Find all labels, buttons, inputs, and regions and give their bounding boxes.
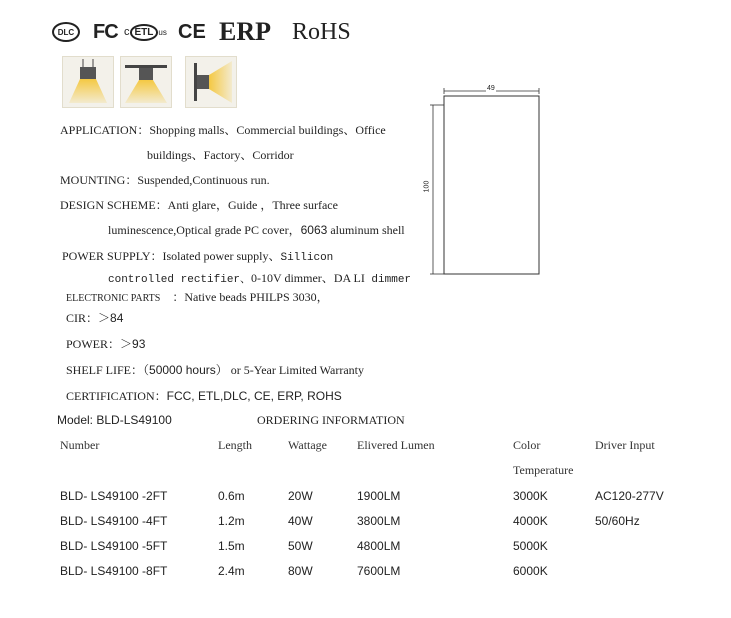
power-supply-text-f: dimmer bbox=[364, 274, 412, 286]
power-supply-text-d: 0-10V dimmer、 bbox=[251, 271, 334, 285]
power-line bbox=[66, 335, 145, 353]
ordering-info-title: ORDERING INFORMATION bbox=[257, 413, 405, 427]
certification-label: CERTIFICATION： bbox=[66, 389, 167, 403]
header-number: Number bbox=[60, 438, 100, 452]
row-wattage: 40W bbox=[288, 514, 313, 528]
certification-line bbox=[66, 387, 342, 405]
dimension-drawing bbox=[425, 85, 545, 275]
design-line-2 bbox=[108, 221, 405, 238]
row-color-temp: 6000K bbox=[513, 564, 548, 578]
header-lumen: Elivered Lumen bbox=[357, 438, 435, 452]
row-lumen: 4800LM bbox=[357, 539, 401, 553]
row-lumen: 7600LM bbox=[357, 564, 401, 578]
ceiling-fixture-icon bbox=[120, 56, 172, 108]
power-supply-text-b: Sillicon bbox=[280, 252, 334, 264]
rohs-logo: RoHS bbox=[292, 18, 351, 45]
header-color: Color bbox=[513, 438, 541, 452]
row-number: BLD- LS49100 -8FT bbox=[60, 564, 168, 578]
application-line-2: buildings、Factory、Corridor bbox=[147, 148, 294, 162]
power-supply-text-c: controlled rectifier、 bbox=[108, 274, 252, 286]
power-supply-line-2 bbox=[108, 269, 411, 287]
row-number: BLD- LS49100 -2FT bbox=[60, 489, 168, 503]
cir-label: CIR： bbox=[66, 311, 99, 325]
row-length: 1.2m bbox=[218, 514, 245, 528]
etl-mark: ETL bbox=[130, 24, 159, 41]
row-driver-input: AC120-277V bbox=[595, 489, 664, 503]
row-length: 0.6m bbox=[218, 489, 245, 503]
power-label: POWER： bbox=[66, 337, 121, 351]
shelf-life-label: SHELF LIFE： bbox=[66, 363, 144, 377]
row-number: BLD- LS49100 -4FT bbox=[60, 514, 168, 528]
dlc-logo: DLC bbox=[52, 22, 80, 42]
row-color-temp: 3000K bbox=[513, 489, 548, 503]
power-supply-text-e: DA LI bbox=[333, 271, 365, 285]
power-supply-text-a: POWER SUPPLY：Isolated power supply、 bbox=[62, 249, 281, 263]
certification-value: FCC, ETL,DLC, CE, ERP, ROHS bbox=[166, 389, 342, 403]
header-wattage: Wattage bbox=[288, 438, 328, 452]
power-value: ＞93 bbox=[120, 337, 146, 351]
design-text-c: aluminum shell bbox=[327, 223, 405, 237]
etl-c: c bbox=[124, 26, 130, 38]
shelf-life-line bbox=[66, 361, 364, 379]
design-line-1: DESIGN SCHEME：Anti glare，Guide ，Three surface bbox=[60, 198, 338, 212]
mounting-line: MOUNTING：Suspended,Continuous run. bbox=[60, 173, 270, 187]
row-color-temp: 5000K bbox=[513, 539, 548, 553]
design-text-a: luminescence,Optical grade PC cover， bbox=[108, 223, 301, 237]
header-length: Length bbox=[218, 438, 252, 452]
header-temperature: Temperature bbox=[513, 463, 574, 477]
cir-value: ＞84 bbox=[98, 311, 124, 325]
fc-logo: FC bbox=[93, 20, 118, 43]
row-wattage: 80W bbox=[288, 564, 313, 578]
power-supply-line-1 bbox=[62, 247, 333, 264]
row-number: BLD- LS49100 -5FT bbox=[60, 539, 168, 553]
row-color-temp: 4000K bbox=[513, 514, 548, 528]
width-dimension-label: 49 bbox=[487, 85, 495, 92]
electronic-parts-value: ：Native beads PHILPS 3030， bbox=[172, 290, 329, 304]
row-lumen: 1900LM bbox=[357, 489, 401, 503]
row-length: 1.5m bbox=[218, 539, 245, 553]
row-driver-input: 50/60Hz bbox=[595, 514, 640, 528]
application-line-1: APPLICATION：Shopping malls、Commercial buildings、Office bbox=[60, 123, 386, 137]
row-length: 2.4m bbox=[218, 564, 245, 578]
ce-logo: CE bbox=[178, 20, 206, 43]
pendant-fixture-icon bbox=[62, 56, 114, 108]
wall-fixture-icon bbox=[185, 56, 237, 108]
etl-us: us bbox=[158, 27, 167, 37]
shelf-life-value: （50000 hours） bbox=[143, 363, 228, 377]
design-text-b: 6063 bbox=[300, 223, 328, 237]
header-driver-input: Driver Input bbox=[595, 438, 655, 452]
shelf-life-rest: or 5-Year Limited Warranty bbox=[227, 363, 364, 377]
row-lumen: 3800LM bbox=[357, 514, 401, 528]
cir-line bbox=[66, 309, 123, 327]
model-label: Model: BLD-LS49100 bbox=[57, 413, 172, 427]
electronic-parts-line bbox=[66, 288, 329, 306]
erp-logo: ERP bbox=[219, 17, 271, 46]
row-wattage: 50W bbox=[288, 539, 313, 553]
electronic-parts-label: ELECTRONIC PARTS bbox=[66, 293, 161, 304]
height-dimension-label: 100 bbox=[423, 180, 431, 193]
row-wattage: 20W bbox=[288, 489, 313, 503]
etl-logo bbox=[124, 20, 167, 44]
